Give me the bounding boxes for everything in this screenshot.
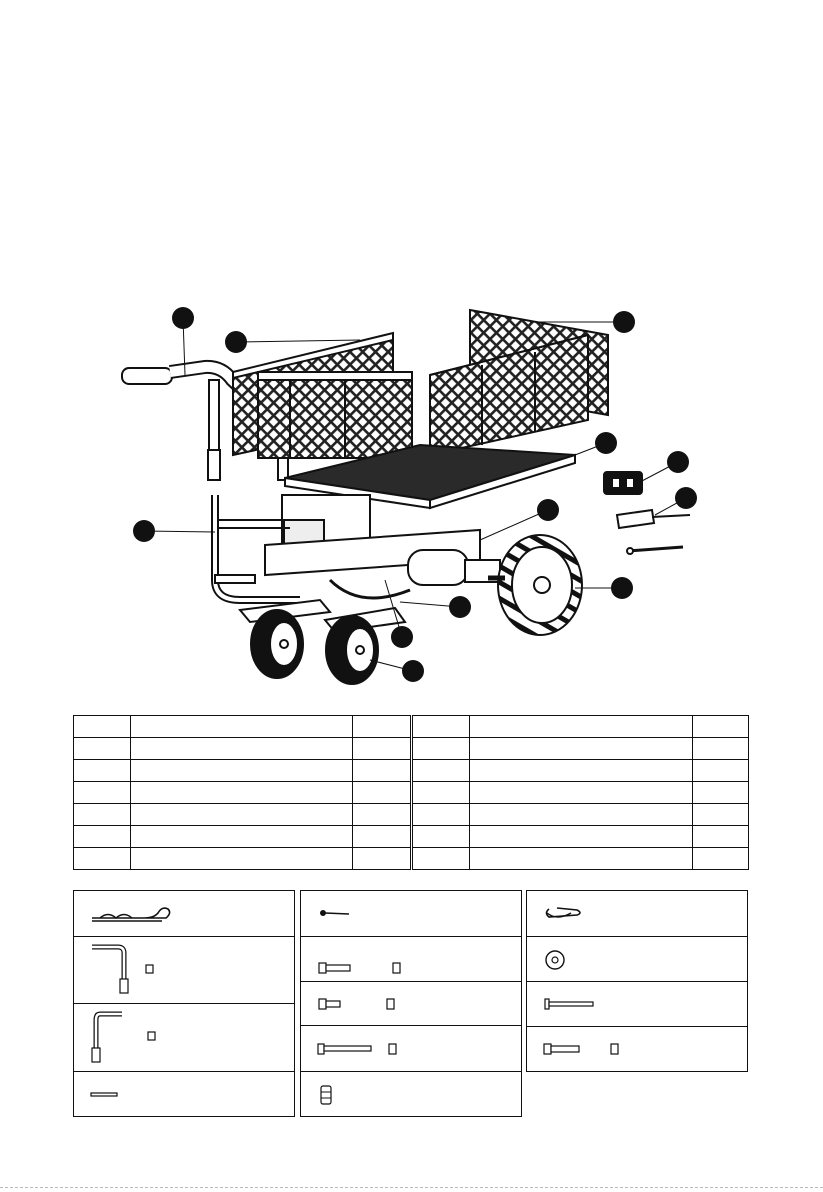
- accessories: [604, 472, 690, 554]
- part-number: [413, 760, 470, 782]
- part-number: [413, 738, 470, 760]
- hardware-cell-hitch-pin: [73, 890, 295, 937]
- callout-8: [133, 520, 155, 542]
- hitch-pin-icon: [74, 891, 296, 938]
- part-qty: [693, 804, 749, 826]
- short-bolt-icon: [301, 982, 523, 1027]
- parts-table-right: [412, 715, 749, 870]
- table-row: [74, 848, 411, 870]
- part-qty: [693, 826, 749, 848]
- part-description: [131, 848, 353, 870]
- part-qty: [353, 826, 411, 848]
- hardware-cell-washer: [526, 936, 748, 982]
- part-number: [74, 716, 131, 738]
- part-qty: [353, 848, 411, 870]
- callout-6: [675, 487, 697, 509]
- part-description: [470, 738, 693, 760]
- callout-9: [611, 577, 633, 599]
- table-row: [413, 804, 749, 826]
- part-description: [131, 716, 353, 738]
- washer-icon: [527, 937, 749, 983]
- part-description: [131, 760, 353, 782]
- parts-table-left: [73, 715, 411, 870]
- table-row: [413, 826, 749, 848]
- part-qty: [353, 716, 411, 738]
- hardware-cell-r-clip: [526, 890, 748, 937]
- page-cut-line: [0, 1187, 823, 1188]
- hardware-cell-clevis-pin: [526, 981, 748, 1027]
- callout-7: [537, 499, 559, 521]
- part-description: [470, 826, 693, 848]
- callout-2: [225, 331, 247, 353]
- long-bolt-icon: [301, 1026, 523, 1073]
- part-qty: [693, 782, 749, 804]
- callout-5: [667, 451, 689, 473]
- table-row: [413, 716, 749, 738]
- nut-icon: [146, 965, 153, 973]
- part-number: [74, 738, 131, 760]
- drive-wheel: [488, 535, 582, 635]
- part-qty: [693, 738, 749, 760]
- table-row: [74, 716, 411, 738]
- part-description: [470, 782, 693, 804]
- part-description: [131, 826, 353, 848]
- table-row: [74, 738, 411, 760]
- hardware-cell-l-key-long: [73, 1003, 295, 1072]
- callout-1: [172, 307, 194, 329]
- hardware-cell-l-key-short: [73, 936, 295, 1004]
- callout-12: [402, 660, 424, 682]
- chassis: [215, 495, 500, 600]
- table-row: [413, 760, 749, 782]
- r-clip-icon: [527, 891, 749, 938]
- callout-3: [613, 311, 635, 333]
- part-number: [74, 782, 131, 804]
- part-description: [470, 716, 693, 738]
- hardware-cell-cotter-pin: [300, 890, 522, 937]
- part-number: [413, 826, 470, 848]
- medium-bolt-icon: [527, 1027, 749, 1073]
- hardware-cell-rod: [73, 1071, 295, 1117]
- part-qty: [693, 716, 749, 738]
- coupling-nut-icon: [301, 1072, 523, 1118]
- part-qty: [353, 760, 411, 782]
- bolt-icon: [301, 937, 523, 983]
- part-qty: [353, 782, 411, 804]
- nut-icon: [611, 1044, 618, 1054]
- part-qty: [353, 804, 411, 826]
- part-number: [74, 760, 131, 782]
- nut-icon: [389, 1044, 396, 1054]
- part-number: [413, 716, 470, 738]
- rear-panel: [430, 310, 608, 455]
- nut-icon: [387, 999, 394, 1009]
- hardware-cell-short-bolt: [300, 981, 522, 1026]
- part-description: [131, 738, 353, 760]
- part-description: [131, 782, 353, 804]
- rod-icon: [74, 1072, 296, 1118]
- hardware-cell-coupling-nut: [300, 1071, 522, 1117]
- part-qty: [693, 760, 749, 782]
- table-row: [74, 804, 411, 826]
- callout-4: [595, 432, 617, 454]
- caster-wheels: [240, 600, 405, 684]
- part-number: [413, 848, 470, 870]
- part-number: [74, 848, 131, 870]
- part-description: [470, 848, 693, 870]
- part-qty: [693, 848, 749, 870]
- part-description: [470, 760, 693, 782]
- part-number: [413, 782, 470, 804]
- part-qty: [353, 738, 411, 760]
- part-number: [74, 826, 131, 848]
- cart-exploded-illustration: [0, 290, 823, 700]
- hardware-cell-long-bolt: [300, 1025, 522, 1072]
- table-row: [413, 848, 749, 870]
- callout-10: [449, 596, 471, 618]
- hardware-cell-medium-bolt: [526, 1026, 748, 1072]
- table-row: [74, 782, 411, 804]
- part-description: [131, 804, 353, 826]
- l-key-short-icon: [74, 937, 296, 1005]
- left-side-panel: [233, 333, 412, 458]
- l-key-long-icon: [74, 1004, 296, 1073]
- clevis-pin-icon: [527, 982, 749, 1028]
- table-row: [74, 826, 411, 848]
- cotter-pin-icon: [301, 891, 523, 938]
- hardware-cell-bolt: [300, 936, 522, 982]
- part-number: [413, 804, 470, 826]
- part-description: [470, 804, 693, 826]
- table-row: [413, 738, 749, 760]
- nut-icon: [393, 963, 400, 973]
- part-number: [74, 804, 131, 826]
- callout-11: [391, 626, 413, 648]
- table-row: [413, 782, 749, 804]
- table-row: [74, 760, 411, 782]
- nut-icon: [148, 1032, 155, 1040]
